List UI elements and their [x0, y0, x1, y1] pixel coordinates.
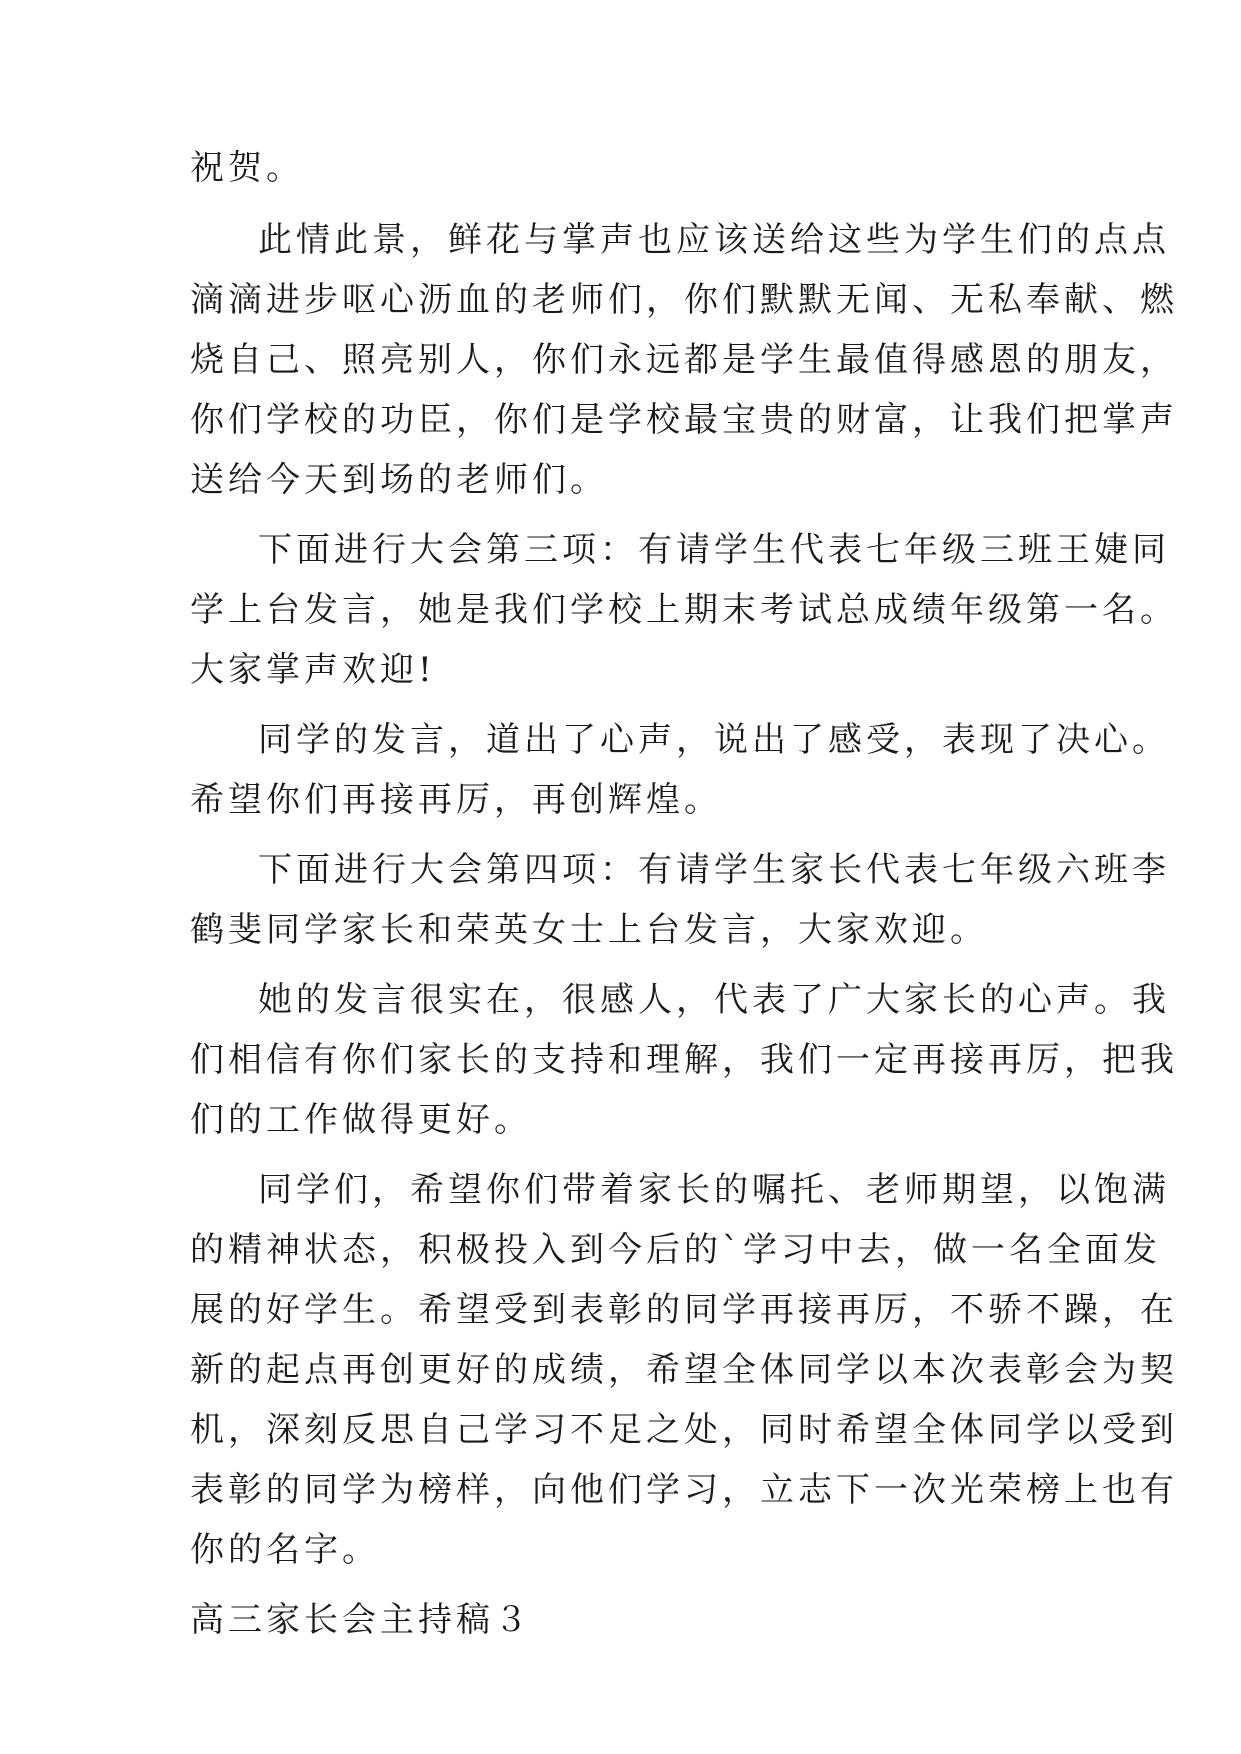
text-line: 机，深刻反思自己学习不足之处，同时希望全体同学以受到: [190, 1410, 1178, 1450]
text-line: 你们学校的功臣，你们是学校最宝贵的财富，让我们把掌声: [190, 400, 1178, 440]
text-line: 新的起点再创更好的成绩，希望全体同学以本次表彰会为契: [190, 1350, 1178, 1390]
section-heading: 高三家长会主持稿３: [190, 1600, 532, 1640]
text-line: 鹤斐同学家长和荣英女士上台发言，大家欢迎。: [190, 910, 988, 950]
text-line: 学上台发言，她是我们学校上期末考试总成绩年级第一名。: [190, 590, 1178, 630]
text-line: 下面进行大会第四项：有请学生家长代表七年级六班李: [258, 850, 1170, 890]
text-line: 她的发言很实在，很感人，代表了广大家长的心声。我: [258, 980, 1170, 1020]
text-line: 你的名字。: [190, 1530, 380, 1570]
text-line: 祝贺。: [190, 148, 304, 188]
text-line: 表彰的同学为榜样，向他们学习，立志下一次光荣榜上也有: [190, 1470, 1178, 1510]
text-line: 大家掌声欢迎!: [190, 650, 436, 690]
text-line: 的精神状态，积极投入到今后的`学习中去，做一名全面发: [190, 1230, 1161, 1270]
text-line: 此情此景，鲜花与掌声也应该送给这些为学生们的点点: [258, 220, 1170, 260]
text-line: 同学的发言，道出了心声，说出了感受，表现了决心。: [258, 720, 1170, 760]
text-line: 烧自己、照亮别人，你们永远都是学生最值得感恩的朋友，: [190, 340, 1178, 380]
text-line: 送给今天到场的老师们。: [190, 460, 608, 500]
text-line: 展的好学生。希望受到表彰的同学再接再厉，不骄不躁，在: [190, 1290, 1178, 1330]
text-line: 滴滴进步呕心沥血的老师们，你们默默无闻、无私奉献、燃: [190, 280, 1178, 320]
text-line: 下面进行大会第三项：有请学生代表七年级三班王婕同: [258, 530, 1170, 570]
text-line: 们的工作做得更好。: [190, 1100, 532, 1140]
text-line: 同学们，希望你们带着家长的嘱托、老师期望，以饱满: [258, 1170, 1170, 1210]
text-line: 们相信有你们家长的支持和理解，我们一定再接再厉，把我: [190, 1040, 1178, 1080]
text-line: 希望你们再接再厉，再创辉煌。: [190, 780, 722, 820]
